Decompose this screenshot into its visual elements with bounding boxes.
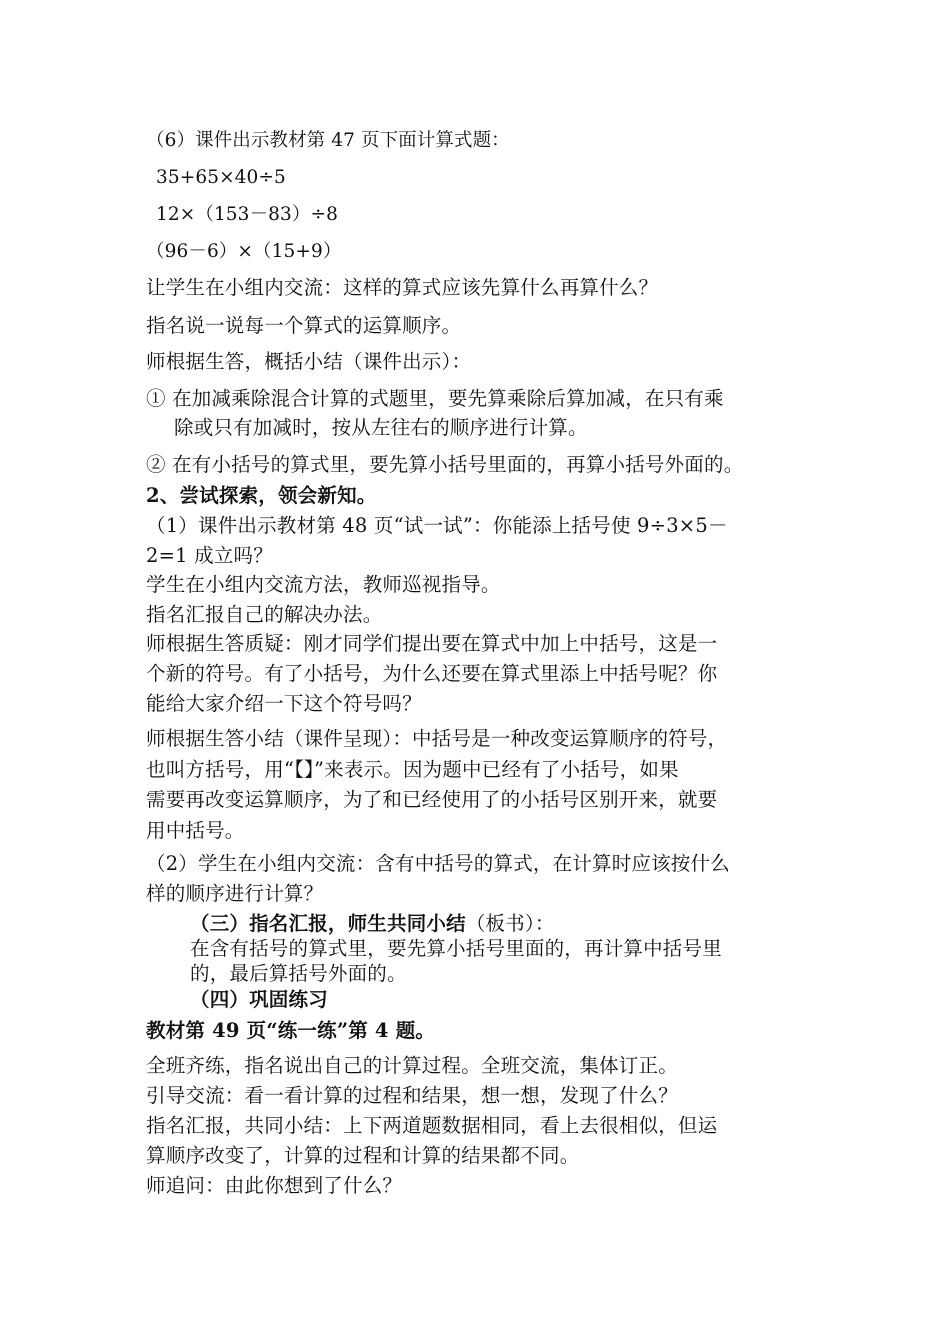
exercise-line-4: 算顺序改变了，计算的过程和计算的结果都不同。 [146, 1144, 580, 1167]
exchange-line: 学生在小组内交流方法，教师巡视指导。 [146, 573, 501, 596]
rule-2: ② 在有小括号的算式里，要先算小括号里面的，再算小括号外面的。 [146, 453, 744, 476]
expression-1: 35+65×40÷5 [156, 167, 286, 188]
summary-intro: 师根据生答，概括小结（课件出示）： [146, 350, 472, 373]
exercise-heading: 教材第 49 页“练一练”第 4 题。 [146, 1019, 436, 1042]
section-3-text-line-1: 在含有括号的算式里，要先算小括号里面的，再计算中括号里 [190, 937, 722, 960]
expression-2: 12×（153－83）÷8 [156, 204, 338, 225]
exercise-line-2: 引导交流：看一看计算的过程和结果，想一想，发现了什么？ [146, 1084, 678, 1107]
section-3-heading-bold: （三）指名汇报，师生共同小结 [190, 912, 466, 935]
paragraph-2-line-2: 样的顺序进行计算？ [146, 882, 324, 905]
section-4-heading: （四）巩固练习 [190, 988, 328, 1011]
rule-1-line-2: 除或只有加减时，按从左往右的顺序进行计算。 [174, 416, 588, 439]
paragraph-6-title: （6）课件出示教材第 47 页下面计算式题： [146, 130, 510, 151]
paragraph-1-line-2: 2=1 成立吗？ [146, 544, 273, 567]
section-3-heading-note: （板书）： [465, 912, 555, 935]
exercise-line-5: 师追问：由此你想到了什么？ [146, 1174, 403, 1197]
question-line-1: 师根据生答质疑：刚才同学们提出要在算式中加上中括号，这是一 [146, 632, 718, 655]
question-line-3: 能给大家介绍一下这个符号吗？ [146, 692, 422, 715]
conclusion-line-1: 师根据生答小结（课件呈现）：中括号是一种改变运算顺序的符号， [146, 727, 728, 750]
report-line: 指名汇报自己的解决办法。 [146, 603, 383, 626]
expression-3: （96－6）×（15+9） [146, 241, 342, 262]
question-line-2: 个新的符号。有了小括号，为什么还要在算式里添上中括号呢？你 [146, 662, 718, 685]
section-heading-2: 2、尝试探索，领会新知。 [146, 484, 377, 507]
section-3-text-line-2: 的，最后算括号外面的。 [190, 962, 407, 985]
rule-1-line-1: ① 在加减乘除混合计算的式题里，要先算乘除后算加减，在只有乘 [146, 387, 724, 410]
exercise-line-1: 全班齐练，指名说出自己的计算过程。全班交流，集体订正。 [146, 1054, 678, 1077]
conclusion-line-3: 需要再改变运算顺序，为了和已经使用了的小括号区别开来，就要 [146, 788, 718, 811]
conclusion-line-4: 用中括号。 [146, 819, 245, 842]
paragraph-1-line-1: （1）课件出示教材第 48 页“试一试”：你能添上括号使 9÷3×5－ [146, 514, 728, 537]
conclusion-line-2: 也叫方括号，用“【】”来表示。因为题中已经有了小括号，如果 [146, 758, 679, 781]
section-3-heading [190, 912, 555, 936]
name-question: 指名说一说每一个算式的运算顺序。 [146, 314, 462, 337]
group-question: 让学生在小组内交流：这样的算式应该先算什么再算什么？ [146, 276, 659, 299]
paragraph-2-line-1: （2）学生在小组内交流：含有中括号的算式，在计算时应该按什么 [146, 852, 730, 875]
exercise-line-3: 指名汇报，共同小结：上下两道题数据相同，看上去很相似，但运 [146, 1114, 718, 1137]
